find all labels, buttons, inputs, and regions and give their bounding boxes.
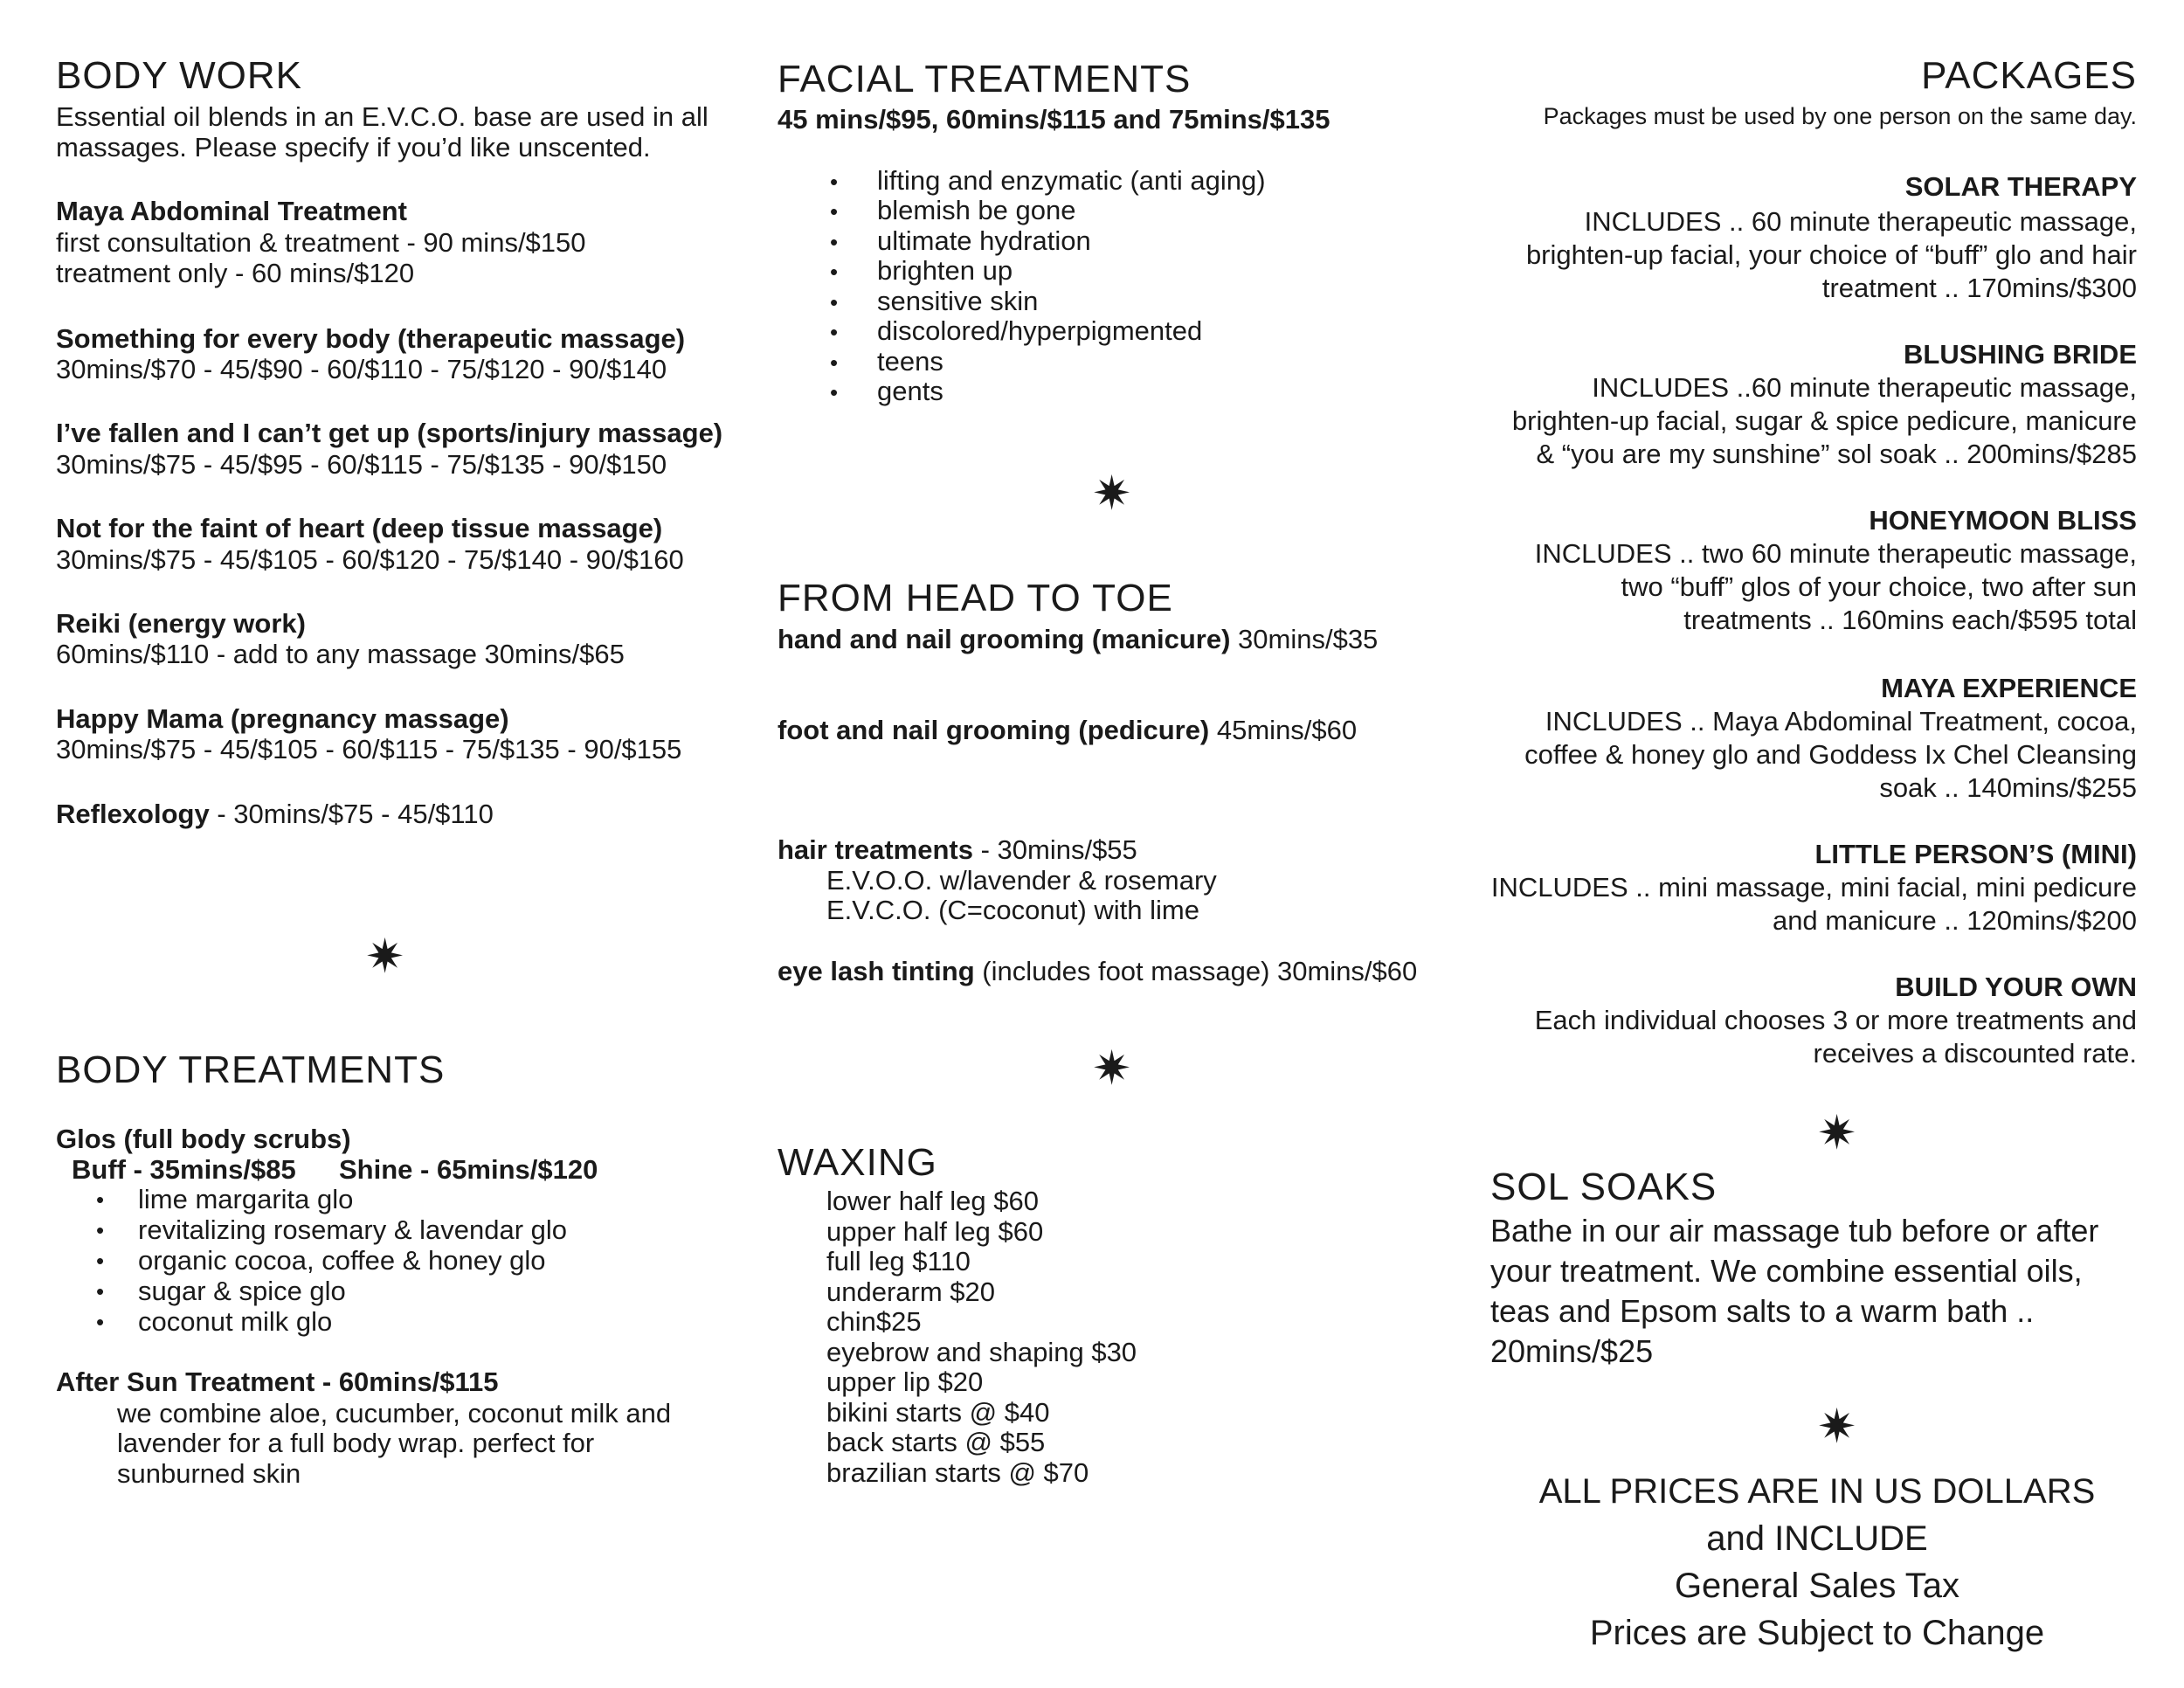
bullet-icon: • [96, 1248, 105, 1274]
service-price: 30mins/$75 - 45/$105 - 60/$120 - 75/$140 - 90/$160 [56, 544, 684, 575]
manicure-line [778, 624, 1378, 654]
service-name: I’ve fallen and I can’t get up (sports/injury massage) [56, 418, 723, 448]
service-price: (includes foot massage) 30mins/$60 [974, 956, 1418, 986]
bullet-icon: • [830, 379, 839, 405]
lash-line [778, 956, 1417, 986]
waxing-item: lower half leg $60 [826, 1186, 1039, 1216]
body-work-title: BODY WORK [56, 54, 303, 97]
service-name: hair treatments [778, 834, 973, 865]
body-work-intro-line: massages. Please specify if you’d like unscented. [56, 132, 651, 163]
bullet-icon: • [96, 1278, 105, 1304]
star-divider-icon: ✷ [365, 930, 405, 983]
bullet-icon: • [830, 169, 839, 195]
bullet-icon: • [96, 1186, 105, 1213]
package-name: HONEYMOON BLISS [1869, 505, 2137, 536]
package-desc: Each individual chooses 3 or more treatments and [1534, 1005, 2137, 1035]
service-price: - 30mins/$75 - 45/$110 [209, 799, 494, 829]
package-desc: INCLUDES .. 60 minute therapeutic massage, [1584, 206, 2137, 237]
package-desc: receives a discounted rate. [1813, 1038, 2137, 1069]
star-divider-icon: ✷ [1092, 467, 1132, 520]
after-sun-title: After Sun Treatment - 60mins/$115 [56, 1366, 499, 1397]
facial-item: brighten up [877, 255, 1013, 286]
service-price: - 30mins/$55 [972, 834, 1137, 865]
star-divider-icon: ✷ [1092, 1042, 1132, 1095]
sol-soaks-line: teas and Epsom salts to a warm bath .. [1490, 1293, 2035, 1329]
sol-soaks-line: Bathe in our air massage tub before or after [1490, 1213, 2099, 1249]
packages-note: Packages must be used by one person on the same day. [1543, 103, 2137, 129]
packages-section [1485, 0, 2137, 1083]
shine-price: Shine - 65mins/$120 [339, 1154, 598, 1185]
service-price: 30mins/$75 - 45/$95 - 60/$115 - 75/$135 - 90/$150 [56, 449, 667, 480]
reflexology-line [56, 799, 494, 829]
service-name: hand and nail grooming (manicure) [778, 624, 1231, 654]
service-name: foot and nail grooming (pedicure) [778, 715, 1210, 745]
buff-price: Buff - 35mins/$85 [72, 1154, 296, 1185]
hair-option: E.V.O.O. w/lavender & rosemary [826, 865, 1217, 896]
service-price: treatment only - 60 mins/$120 [56, 258, 415, 288]
bullet-icon: • [830, 349, 839, 376]
body-work-intro-line: Essential oil blends in an E.V.C.O. base are used in all [56, 101, 708, 132]
bullet-icon: • [96, 1217, 105, 1243]
package-desc: treatment .. 170mins/$300 [1821, 273, 2137, 303]
service-price: 60mins/$110 - add to any massage 30mins/$65 [56, 639, 625, 669]
pedicure-line [778, 715, 1357, 745]
package-desc: treatments .. 160mins each/$595 total [1683, 605, 2137, 635]
package-desc: soak .. 140mins/$255 [1879, 772, 2137, 803]
package-desc: INCLUDES ..60 minute therapeutic massage, [1592, 372, 2137, 403]
package-name: BLUSHING BRIDE [1904, 339, 2137, 370]
glos-label: Glos (full body scrubs) [56, 1124, 351, 1154]
bullet-icon: • [830, 319, 839, 345]
package-desc: and manicure .. 120mins/$200 [1772, 905, 2137, 936]
hair-option: E.V.C.O. (C=coconut) with lime [826, 895, 1199, 925]
waxing-item: eyebrow and shaping $30 [826, 1337, 1137, 1367]
sol-soaks-title: SOL SOAKS [1490, 1166, 1717, 1208]
service-price: 30mins/$75 - 45/$105 - 60/$115 - 75/$135 - 90/$155 [56, 734, 682, 764]
sol-soaks-line: your treatment. We combine essential oils, [1490, 1253, 2083, 1289]
glo-item: sugar & spice glo [138, 1276, 346, 1306]
service-price: 45mins/$60 [1209, 715, 1358, 745]
package-desc: INCLUDES .. Maya Abdominal Treatment, cocoa, [1545, 706, 2137, 737]
glo-item: lime margarita glo [138, 1184, 354, 1214]
package-desc: INCLUDES .. mini massage, mini facial, mini pedicure [1490, 872, 2137, 903]
package-name: SOLAR THERAPY [1904, 171, 2137, 202]
bullet-icon: • [830, 289, 839, 315]
facial-item: discolored/hyperpigmented [877, 315, 1203, 346]
service-name: Maya Abdominal Treatment [56, 196, 407, 226]
service-name: Something for every body (therapeutic massage) [56, 323, 686, 354]
star-divider-icon: ✷ [1817, 1107, 1857, 1159]
facial-item: teens [877, 346, 943, 377]
facial-item: lifting and enzymatic (anti aging) [877, 165, 1266, 196]
service-name: Happy Mama (pregnancy massage) [56, 703, 509, 734]
package-name: MAYA EXPERIENCE [1881, 673, 2137, 703]
glo-item: coconut milk glo [138, 1306, 333, 1337]
service-price: first consultation & treatment - 90 mins/$150 [56, 227, 586, 258]
facial-title: FACIAL TREATMENTS [778, 58, 1192, 100]
price-notice-line: ALL PRICES ARE IN US DOLLARS [1538, 1472, 2096, 1511]
bullet-icon: • [830, 198, 839, 225]
waxing-item: upper half leg $60 [826, 1216, 1044, 1247]
waxing-item: bikini starts @ $40 [826, 1397, 1050, 1428]
package-desc: two “buff” glos of your choice, two after sun [1621, 571, 2137, 602]
waxing-item: upper lip $20 [826, 1366, 984, 1397]
glo-item: revitalizing rosemary & lavendar glo [138, 1214, 568, 1245]
bullet-icon: • [96, 1309, 105, 1335]
package-name: LITTLE PERSON’S (MINI) [1814, 839, 2137, 869]
facial-prices: 45 mins/$95, 60mins/$115 and 75mins/$135 [778, 104, 1330, 135]
package-desc: brighten-up facial, your choice of “buff” glo and hair [1525, 239, 2137, 270]
after-sun-line: sunburned skin [117, 1458, 301, 1489]
body-treatments-title: BODY TREATMENTS [56, 1048, 446, 1091]
package-name: BUILD YOUR OWN [1895, 972, 2137, 1002]
service-price: 30mins/$70 - 45/$90 - 60/$110 - 75/$120 - 90/$140 [56, 354, 667, 384]
facial-item: blemish be gone [877, 195, 1076, 225]
after-sun-line: we combine aloe, cucumber, coconut milk and [117, 1398, 672, 1429]
bullet-icon: • [830, 259, 839, 285]
price-notice-line: General Sales Tax [1674, 1567, 1960, 1605]
waxing-item: back starts @ $55 [826, 1427, 1046, 1457]
bullet-icon: • [830, 229, 839, 255]
waxing-title: WAXING [778, 1141, 937, 1184]
price-notice-line: and INCLUDE [1706, 1519, 1928, 1558]
facial-item: sensitive skin [877, 286, 1039, 316]
price-notice-line: Prices are Subject to Change [1589, 1614, 2045, 1652]
facial-item: gents [877, 376, 943, 406]
service-name: Not for the faint of heart (deep tissue massage) [56, 513, 663, 543]
sol-soaks-line: 20mins/$25 [1490, 1333, 1654, 1369]
hair-line [778, 834, 1137, 865]
waxing-item: chin$25 [826, 1306, 922, 1337]
service-price: 30mins/$35 [1230, 624, 1379, 654]
waxing-item: brazilian starts @ $70 [826, 1457, 1089, 1488]
after-sun-line: lavender for a full body wrap. perfect for [117, 1428, 595, 1458]
package-desc: coffee & honey glo and Goddess Ix Chel Cleansing [1524, 739, 2137, 770]
head-to-toe-title: FROM HEAD TO TOE [778, 577, 1173, 619]
service-name: Reflexology [56, 799, 210, 829]
service-name: eye lash tinting [778, 956, 975, 986]
waxing-item: underarm $20 [826, 1276, 996, 1307]
service-name: Reiki (energy work) [56, 608, 306, 639]
package-desc: INCLUDES .. two 60 minute therapeutic massage, [1534, 538, 2137, 569]
package-desc: & “you are my sunshine” sol soak .. 200mins/$285 [1536, 439, 2137, 469]
star-divider-icon: ✷ [1817, 1401, 1857, 1453]
package-desc: brighten-up facial, sugar & spice pedicure, manicure [1511, 405, 2137, 436]
waxing-item: full leg $110 [826, 1246, 971, 1276]
glo-item: organic cocoa, coffee & honey glo [138, 1245, 546, 1276]
packages-title: PACKAGES [1921, 54, 2137, 97]
facial-item: ultimate hydration [877, 225, 1091, 256]
